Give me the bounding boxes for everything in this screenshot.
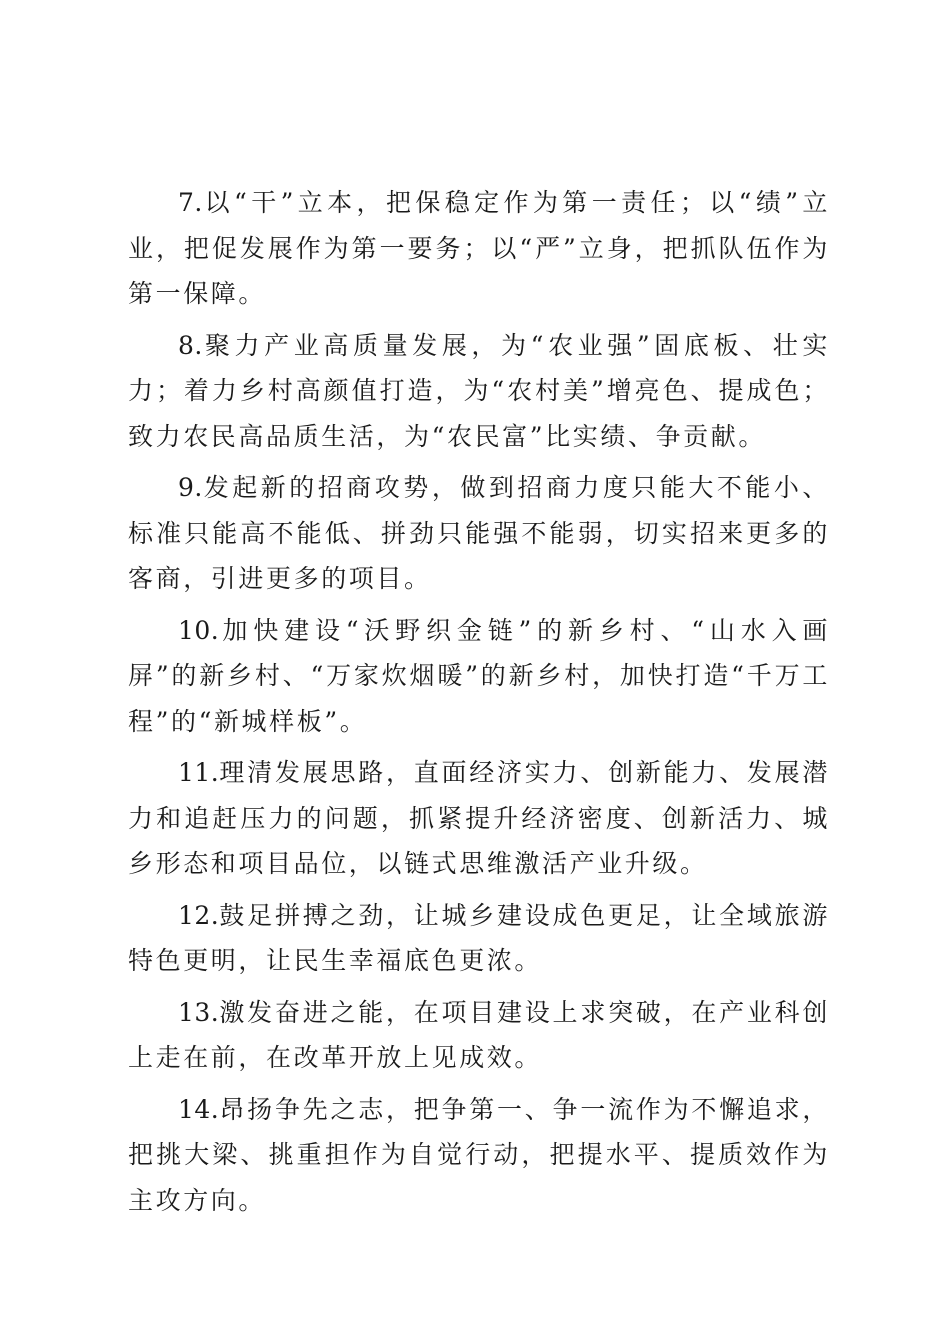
paragraph-text: 以“干”立本，把保稳定作为第一责任；以“绩”立业，把促发展作为第一要务；以“严”立身，把抓队伍作为第一保障。 xyxy=(128,188,830,308)
paragraph-text: 昂扬争先之志，把争第一、争一流作为不懈追求，把挑大梁、挑重担作为自觉行动，把提水平、提质效作为主攻方向。 xyxy=(128,1094,830,1215)
paragraph-9 xyxy=(128,465,830,602)
paragraph-number: 7. xyxy=(178,188,203,217)
paragraph-text: 鼓足拼搏之劲，让城乡建设成色更足，让全域旅游特色更明，让民生幸福底色更浓。 xyxy=(128,900,830,975)
paragraph-number: 14. xyxy=(178,1094,220,1124)
paragraph-number: 9. xyxy=(178,473,203,502)
paragraph-number: 11. xyxy=(178,758,220,787)
paragraph-number: 8. xyxy=(178,330,203,360)
paragraph-text: 聚力产业高质量发展，为“农业强”固底板、壮实力；着力乡村高颜值打造，为“农村美”增亮色、提成色；致力农民高品质生活，为“农民富”比实绩、争贡献。 xyxy=(128,330,830,451)
paragraph-7 xyxy=(128,180,830,317)
paragraph-number: 10. xyxy=(178,615,220,645)
paragraph-text: 激发奋进之能，在项目建设上求突破，在产业科创上走在前，在改革开放上见成效。 xyxy=(128,997,830,1072)
paragraph-10 xyxy=(128,608,830,745)
paragraph-12 xyxy=(128,893,830,984)
document-body xyxy=(128,180,830,1229)
paragraph-text: 加快建设“沃野织金链”的新乡村、“山水入画屏”的新乡村、“万家炊烟暖”的新乡村，加快打造“千万工程”的“新城样板”。 xyxy=(128,615,830,736)
paragraph-number: 12. xyxy=(178,900,220,930)
paragraph-number: 13. xyxy=(178,997,220,1027)
paragraph-11 xyxy=(128,750,830,887)
paragraph-text: 发起新的招商攻势，做到招商力度只能大不能小、标准只能高不能低、拼劲只能强不能弱，切实招来更多的客商，引进更多的项目。 xyxy=(128,473,830,593)
paragraph-8 xyxy=(128,323,830,460)
paragraph-13 xyxy=(128,990,830,1081)
paragraph-14 xyxy=(128,1087,830,1224)
paragraph-text: 理清发展思路，直面经济实力、创新能力、发展潜力和追赶压力的问题，抓紧提升经济密度、创新活力、城乡形态和项目品位，以链式思维激活产业升级。 xyxy=(128,758,830,878)
